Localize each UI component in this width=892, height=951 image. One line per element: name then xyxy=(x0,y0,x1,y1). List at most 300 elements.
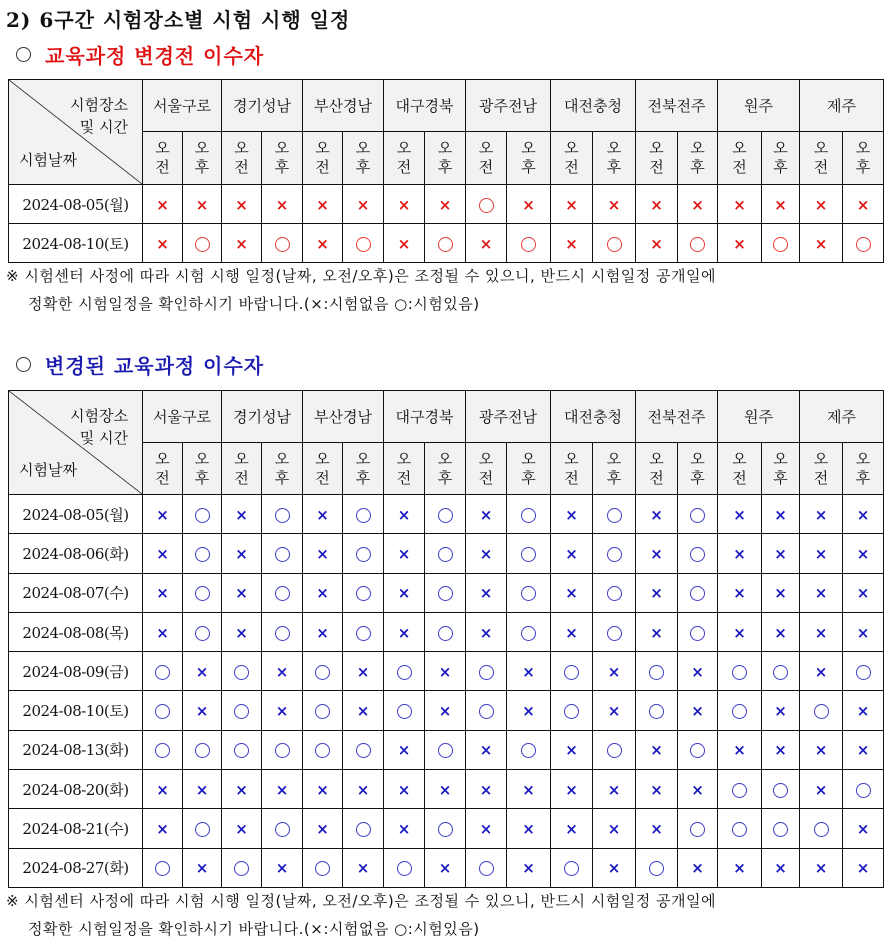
circle-icon xyxy=(773,237,788,252)
exam-none-cell xyxy=(384,573,425,612)
cross-icon: × xyxy=(607,195,621,214)
exam-available-cell xyxy=(183,612,222,651)
circle-icon xyxy=(438,586,453,601)
exam-none-cell xyxy=(303,612,343,651)
exam-none-cell xyxy=(466,730,507,769)
cross-icon: × xyxy=(235,544,248,563)
exam-none-cell xyxy=(762,848,800,887)
exam-none-cell xyxy=(678,185,718,224)
cross-icon: × xyxy=(733,859,746,878)
circle-icon xyxy=(275,586,290,601)
cross-icon: × xyxy=(565,741,578,760)
exam-none-cell xyxy=(800,612,843,651)
cross-icon: × xyxy=(479,741,493,760)
exam-available-cell xyxy=(343,534,384,573)
exam-none-cell xyxy=(303,185,343,224)
cross-icon: × xyxy=(774,195,787,214)
cross-icon: × xyxy=(156,623,169,642)
exam-none-cell xyxy=(384,730,425,769)
circle-icon xyxy=(195,586,210,601)
exam-available-cell xyxy=(718,652,762,691)
exam-none-cell xyxy=(636,573,678,612)
cross-icon: × xyxy=(774,584,787,603)
circle-icon xyxy=(275,547,290,562)
exam-available-cell xyxy=(262,730,303,769)
table-row xyxy=(9,652,884,691)
exam-available-cell xyxy=(636,848,678,887)
cross-icon: × xyxy=(691,662,704,681)
am-header: 오 전 xyxy=(222,443,262,495)
cross-icon: × xyxy=(316,623,329,642)
exam-none-cell xyxy=(636,612,678,651)
exam-available-cell xyxy=(262,612,303,651)
cross-icon: × xyxy=(733,505,746,524)
cross-icon: × xyxy=(275,702,289,721)
exam-available-cell xyxy=(384,652,425,691)
cross-icon: × xyxy=(856,820,870,839)
circle-icon xyxy=(195,822,210,837)
cross-icon: × xyxy=(565,820,578,839)
exam-available-cell xyxy=(593,730,636,769)
circle-icon xyxy=(315,665,330,680)
exam-none-cell xyxy=(843,848,884,887)
exam-none-cell xyxy=(343,691,384,730)
exam-available-cell xyxy=(843,224,884,263)
cross-icon: × xyxy=(438,195,452,214)
circle-icon xyxy=(356,626,371,641)
exam-available-cell xyxy=(678,534,718,573)
corner-site-time-label: 시험장소 및 시간 xyxy=(70,96,128,136)
exam-available-cell xyxy=(303,848,343,887)
exam-none-cell xyxy=(762,612,800,651)
site-header: 전북전주 xyxy=(636,80,718,132)
exam-available-cell xyxy=(800,809,843,848)
am-header: 오 전 xyxy=(800,443,843,495)
cross-icon: × xyxy=(316,544,329,563)
exam-none-cell xyxy=(143,573,183,612)
exam-none-cell xyxy=(800,495,843,534)
circle-icon xyxy=(479,665,494,680)
cross-icon: × xyxy=(856,505,870,524)
exam-available-cell xyxy=(425,573,466,612)
exam-none-cell xyxy=(303,495,343,534)
exam-available-cell xyxy=(466,691,507,730)
exam-none-cell xyxy=(222,809,262,848)
exam-available-cell xyxy=(222,730,262,769)
exam-available-cell xyxy=(593,612,636,651)
site-header: 제주 xyxy=(800,391,884,443)
circle-icon xyxy=(356,547,371,562)
pm-header: 오 후 xyxy=(343,132,384,185)
exam-none-cell xyxy=(425,691,466,730)
exam-none-cell xyxy=(800,185,843,224)
circle-icon xyxy=(356,822,371,837)
circle-icon xyxy=(521,547,536,562)
exam-available-cell xyxy=(222,691,262,730)
date-cell: 2024-08-09(금) xyxy=(9,652,143,691)
table-row xyxy=(9,730,884,769)
circle-icon xyxy=(521,626,536,641)
cross-icon: × xyxy=(522,859,535,878)
pm-header: 오 후 xyxy=(678,132,718,185)
exam-none-cell xyxy=(425,185,466,224)
cross-icon: × xyxy=(522,662,535,681)
exam-none-cell xyxy=(262,691,303,730)
exam-available-cell xyxy=(507,534,551,573)
exam-available-cell xyxy=(678,612,718,651)
cross-icon: × xyxy=(397,584,411,603)
exam-available-cell xyxy=(678,573,718,612)
exam-available-cell xyxy=(762,224,800,263)
exam-available-cell xyxy=(678,730,718,769)
circle-icon xyxy=(690,547,705,562)
exam-none-cell xyxy=(636,495,678,534)
exam-none-cell xyxy=(343,652,384,691)
cross-icon: × xyxy=(691,702,704,721)
exam-none-cell xyxy=(551,809,593,848)
exam-available-cell xyxy=(593,495,636,534)
date-cell: 2024-08-20(화) xyxy=(9,770,143,809)
exam-none-cell xyxy=(183,652,222,691)
cross-icon: × xyxy=(565,505,578,524)
circle-icon xyxy=(155,704,170,719)
cross-icon: × xyxy=(814,741,828,760)
circle-icon xyxy=(732,822,747,837)
cross-icon: × xyxy=(774,859,787,878)
circle-icon xyxy=(773,783,788,798)
cross-icon: × xyxy=(397,234,411,253)
cross-icon: × xyxy=(195,195,209,214)
exam-none-cell xyxy=(551,185,593,224)
exam-available-cell xyxy=(425,495,466,534)
exam-available-cell xyxy=(551,848,593,887)
date-cell: 2024-08-06(화) xyxy=(9,534,143,573)
circle-icon xyxy=(649,704,664,719)
site-header: 광주전남 xyxy=(466,80,551,132)
exam-none-cell xyxy=(425,848,466,887)
exam-none-cell xyxy=(262,848,303,887)
cross-icon: × xyxy=(356,702,370,721)
am-header: 오 전 xyxy=(551,443,593,495)
cross-icon: × xyxy=(691,195,704,214)
date-cell: 2024-08-21(수) xyxy=(9,809,143,848)
exam-available-cell xyxy=(800,691,843,730)
circle-icon xyxy=(315,861,330,876)
exam-none-cell xyxy=(800,848,843,887)
cross-icon: × xyxy=(565,544,578,563)
exam-none-cell xyxy=(678,770,718,809)
exam-none-cell xyxy=(183,848,222,887)
cross-icon: × xyxy=(565,584,578,603)
exam-none-cell xyxy=(551,612,593,651)
exam-available-cell xyxy=(425,224,466,263)
circle-icon xyxy=(356,586,371,601)
exam-none-cell xyxy=(762,730,800,769)
exam-available-cell xyxy=(507,730,551,769)
section-heading-after xyxy=(16,350,264,379)
exam-none-cell xyxy=(843,185,884,224)
exam-available-cell xyxy=(384,691,425,730)
exam-none-cell xyxy=(384,534,425,573)
cross-icon: × xyxy=(438,702,452,721)
circle-icon xyxy=(275,508,290,523)
cross-icon: × xyxy=(235,195,248,214)
table-row xyxy=(9,495,884,534)
section-heading-after-text: 변경된 교육과정 이수자 xyxy=(45,354,265,378)
exam-available-cell xyxy=(343,224,384,263)
cross-icon: × xyxy=(316,780,329,799)
exam-none-cell xyxy=(507,652,551,691)
note-line-1: ※ 시험센터 사정에 따라 시험 시행 일정(날짜, 오전/오후)은 조정될 수 있으니, 반드시 시험일정 공개일에 xyxy=(6,892,716,910)
cross-icon: × xyxy=(479,780,493,799)
page-title: 2) 6구간 시험장소별 시험 시행 일정 xyxy=(6,8,351,32)
schedule-note-after xyxy=(6,887,716,943)
cross-icon: × xyxy=(356,859,370,878)
circle-icon xyxy=(521,508,536,523)
exam-none-cell xyxy=(762,691,800,730)
cross-icon: × xyxy=(814,195,828,214)
exam-available-cell xyxy=(593,224,636,263)
exam-none-cell xyxy=(143,612,183,651)
cross-icon: × xyxy=(774,702,787,721)
exam-available-cell xyxy=(303,691,343,730)
exam-none-cell xyxy=(143,534,183,573)
exam-none-cell xyxy=(762,495,800,534)
exam-none-cell xyxy=(636,809,678,848)
cross-icon: × xyxy=(733,195,746,214)
exam-available-cell xyxy=(425,534,466,573)
am-header: 오 전 xyxy=(466,443,507,495)
exam-none-cell xyxy=(843,809,884,848)
exam-none-cell xyxy=(718,573,762,612)
circle-icon xyxy=(690,237,705,252)
section-heading-before xyxy=(16,40,264,69)
exam-none-cell xyxy=(466,809,507,848)
cross-icon: × xyxy=(397,505,411,524)
exam-available-cell xyxy=(678,809,718,848)
note-line-2: 정확한 시험일정을 확인하시기 바랍니다.(×:시험없음 ○:시험있음) xyxy=(28,295,480,313)
cross-icon: × xyxy=(814,623,828,642)
cross-icon: × xyxy=(235,584,248,603)
exam-none-cell xyxy=(343,185,384,224)
cross-icon: × xyxy=(733,234,746,253)
circle-icon xyxy=(607,508,622,523)
cross-icon: × xyxy=(316,505,329,524)
schedule-table-before xyxy=(8,79,884,263)
site-header: 원주 xyxy=(718,80,800,132)
cross-icon: × xyxy=(316,584,329,603)
exam-none-cell xyxy=(384,612,425,651)
cross-icon: × xyxy=(607,859,621,878)
schedule-table-after xyxy=(8,390,884,888)
cross-icon: × xyxy=(650,820,663,839)
am-header: 오 전 xyxy=(636,443,678,495)
circle-icon xyxy=(607,586,622,601)
exam-none-cell xyxy=(425,770,466,809)
exam-none-cell xyxy=(466,495,507,534)
exam-available-cell xyxy=(762,770,800,809)
exam-available-cell xyxy=(678,224,718,263)
cross-icon: × xyxy=(356,195,370,214)
cross-icon: × xyxy=(195,780,209,799)
exam-available-cell xyxy=(262,573,303,612)
exam-available-cell xyxy=(384,848,425,887)
pm-header: 오 후 xyxy=(507,132,551,185)
circle-icon xyxy=(564,861,579,876)
exam-available-cell xyxy=(183,224,222,263)
site-header: 경기성남 xyxy=(222,80,303,132)
circle-icon xyxy=(479,704,494,719)
cross-icon: × xyxy=(733,741,746,760)
exam-none-cell xyxy=(762,573,800,612)
cross-icon: × xyxy=(522,195,535,214)
cross-icon: × xyxy=(275,859,289,878)
cross-icon: × xyxy=(397,195,411,214)
note-line-2: 정확한 시험일정을 확인하시기 바랍니다.(×:시험없음 ○:시험있음) xyxy=(28,920,480,938)
exam-none-cell xyxy=(222,612,262,651)
circle-icon xyxy=(195,547,210,562)
exam-none-cell xyxy=(466,534,507,573)
cross-icon: × xyxy=(650,195,663,214)
site-header: 서울구로 xyxy=(143,80,222,132)
circle-icon xyxy=(155,861,170,876)
circle-icon xyxy=(856,237,871,252)
exam-none-cell xyxy=(718,612,762,651)
corner-date-label: 시험날짜 xyxy=(19,461,77,479)
schedule-note-before xyxy=(6,262,716,318)
cross-icon: × xyxy=(479,505,493,524)
cross-icon: × xyxy=(650,780,663,799)
exam-none-cell xyxy=(507,185,551,224)
exam-available-cell xyxy=(425,730,466,769)
site-header: 대전충청 xyxy=(551,80,636,132)
date-cell: 2024-08-05(월) xyxy=(9,185,143,224)
pm-header: 오 후 xyxy=(678,443,718,495)
exam-available-cell xyxy=(466,185,507,224)
am-header: 오 전 xyxy=(303,132,343,185)
exam-none-cell xyxy=(425,652,466,691)
circle-icon xyxy=(479,861,494,876)
table-row xyxy=(9,185,884,224)
cross-icon: × xyxy=(774,505,787,524)
table-row xyxy=(9,691,884,730)
exam-available-cell xyxy=(222,848,262,887)
site-header: 대구경북 xyxy=(384,391,466,443)
table-row xyxy=(9,224,884,263)
cross-icon: × xyxy=(235,623,248,642)
cross-icon: × xyxy=(856,195,870,214)
table-row xyxy=(9,534,884,573)
corner-site-time-label: 시험장소 및 시간 xyxy=(70,407,128,447)
circle-icon xyxy=(397,861,412,876)
table-row xyxy=(9,809,884,848)
site-header: 서울구로 xyxy=(143,391,222,443)
site-header: 전북전주 xyxy=(636,391,718,443)
exam-available-cell xyxy=(718,770,762,809)
cross-icon: × xyxy=(650,623,663,642)
exam-available-cell xyxy=(507,224,551,263)
table-row xyxy=(9,612,884,651)
pm-header: 오 후 xyxy=(425,443,466,495)
exam-none-cell xyxy=(843,691,884,730)
exam-none-cell xyxy=(593,691,636,730)
exam-none-cell xyxy=(800,573,843,612)
exam-none-cell xyxy=(303,809,343,848)
cross-icon: × xyxy=(650,741,663,760)
cross-icon: × xyxy=(522,820,535,839)
am-header: 오 전 xyxy=(718,132,762,185)
exam-none-cell xyxy=(507,770,551,809)
header-corner-cell xyxy=(9,80,143,185)
am-header: 오 전 xyxy=(466,132,507,185)
cross-icon: × xyxy=(397,780,411,799)
cross-icon: × xyxy=(275,662,289,681)
circle-icon xyxy=(564,704,579,719)
exam-none-cell xyxy=(718,224,762,263)
cross-icon: × xyxy=(650,544,663,563)
circle-icon xyxy=(690,743,705,758)
exam-none-cell xyxy=(593,770,636,809)
exam-none-cell xyxy=(384,185,425,224)
cross-icon: × xyxy=(774,544,787,563)
exam-none-cell xyxy=(222,770,262,809)
exam-none-cell xyxy=(262,652,303,691)
exam-available-cell xyxy=(466,652,507,691)
exam-none-cell xyxy=(551,224,593,263)
circle-icon xyxy=(438,237,453,252)
cross-icon: × xyxy=(733,544,746,563)
exam-none-cell xyxy=(551,534,593,573)
pm-header: 오 후 xyxy=(425,132,466,185)
exam-available-cell xyxy=(183,573,222,612)
exam-none-cell xyxy=(143,224,183,263)
exam-none-cell xyxy=(636,185,678,224)
cross-icon: × xyxy=(195,702,209,721)
cross-icon: × xyxy=(650,505,663,524)
exam-none-cell xyxy=(384,224,425,263)
date-cell: 2024-08-13(화) xyxy=(9,730,143,769)
cross-icon: × xyxy=(156,234,169,253)
cross-icon: × xyxy=(316,234,329,253)
circle-icon xyxy=(479,198,494,213)
exam-available-cell xyxy=(262,534,303,573)
cross-icon: × xyxy=(650,584,663,603)
exam-available-cell xyxy=(843,770,884,809)
exam-none-cell xyxy=(551,573,593,612)
am-header: 오 전 xyxy=(551,132,593,185)
cross-icon: × xyxy=(565,780,578,799)
cross-icon: × xyxy=(607,702,621,721)
cross-icon: × xyxy=(397,544,411,563)
exam-none-cell xyxy=(551,770,593,809)
circle-icon xyxy=(814,822,829,837)
cross-icon: × xyxy=(856,623,870,642)
cross-icon: × xyxy=(156,544,169,563)
exam-none-cell xyxy=(762,534,800,573)
note-line-1: ※ 시험센터 사정에 따라 시험 시행 일정(날짜, 오전/오후)은 조정될 수 있으니, 반드시 시험일정 공개일에 xyxy=(6,267,716,285)
cross-icon: × xyxy=(479,544,493,563)
exam-none-cell xyxy=(507,691,551,730)
cross-icon: × xyxy=(814,859,828,878)
exam-none-cell xyxy=(303,573,343,612)
corner-date-label: 시험날짜 xyxy=(19,151,77,169)
exam-none-cell xyxy=(262,770,303,809)
exam-none-cell xyxy=(466,224,507,263)
table-row xyxy=(9,573,884,612)
exam-none-cell xyxy=(843,730,884,769)
circle-icon xyxy=(856,783,871,798)
cross-icon: × xyxy=(814,662,828,681)
